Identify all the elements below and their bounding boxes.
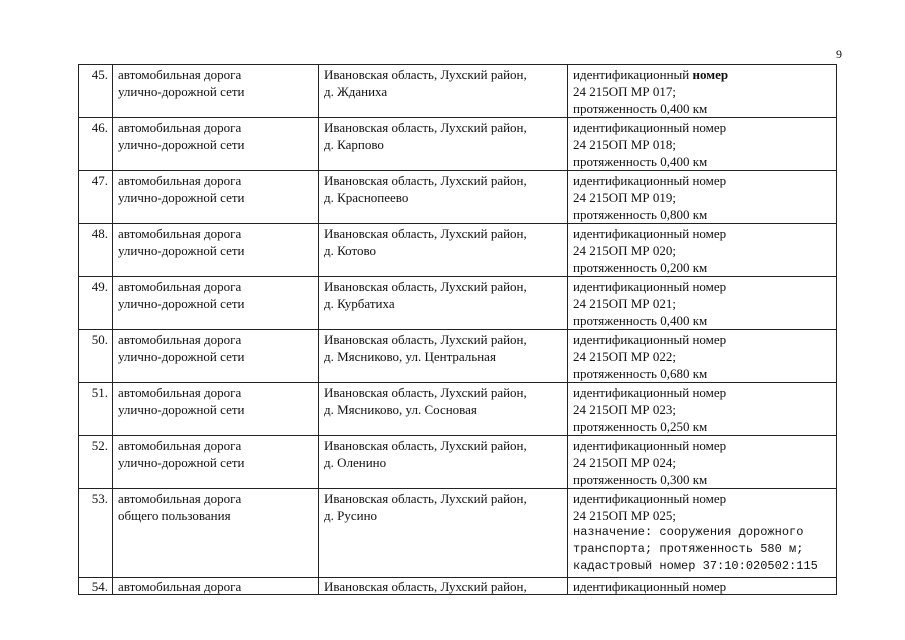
location-cell <box>319 65 568 118</box>
location-line: д. Жданиха <box>324 84 388 99</box>
road-type-line: общего пользования <box>118 508 231 523</box>
road-type-line: автомобильная дорога <box>118 120 242 135</box>
location-line: д. Мясниково, ул. Центральная <box>324 349 496 364</box>
location-line: д. Мясниково, ул. Сосновая <box>324 402 477 417</box>
road-type-line: улично-дорожной сети <box>118 296 245 311</box>
location-cell <box>319 277 568 330</box>
road-type-line: автомобильная дорога <box>118 438 242 453</box>
length: протяженность 0,400 км <box>573 101 708 116</box>
id-number: 24 215ОП МР 017; <box>573 84 676 99</box>
location-cell <box>319 330 568 383</box>
location-line: д. Русино <box>324 508 378 523</box>
road-type-line: улично-дорожной сети <box>118 190 245 205</box>
row-number: 45. <box>79 65 113 118</box>
id-label: идентификационный номер <box>573 120 727 135</box>
row-number: 54. <box>79 578 113 595</box>
details-cell <box>568 277 837 330</box>
location-line: д. Краснопеево <box>324 190 409 205</box>
road-type-cell <box>113 330 319 383</box>
location-line: д. Оленино <box>324 455 387 470</box>
location-line: Ивановская область, Лухский район, <box>324 279 527 294</box>
location-line: Ивановская область, Лухский район, <box>324 226 527 241</box>
table-row <box>79 65 837 118</box>
length: протяженность 0,400 км <box>573 313 708 328</box>
road-type-cell <box>113 224 319 277</box>
table-row <box>79 118 837 171</box>
row-number: 47. <box>79 171 113 224</box>
road-type-cell <box>113 489 319 578</box>
location-cell <box>319 383 568 436</box>
location-line: Ивановская область, Лухский район, <box>324 332 527 347</box>
table-row <box>79 330 837 383</box>
id-number: 24 215ОП МР 020; <box>573 243 676 258</box>
road-type-cell <box>113 171 319 224</box>
length: протяженность 0,200 км <box>573 260 708 275</box>
row-number: 52. <box>79 436 113 489</box>
location-cell <box>319 578 568 595</box>
purpose-continued: транспорта; протяженность 580 м; <box>573 542 804 556</box>
length: протяженность 0,400 км <box>573 154 708 169</box>
location-line: д. Курбатиха <box>324 296 395 311</box>
details-cell <box>568 65 837 118</box>
table-row <box>79 436 837 489</box>
road-type-line: автомобильная дорога <box>118 173 242 188</box>
details-cell <box>568 330 837 383</box>
id-label: идентификационный номер <box>573 279 727 294</box>
road-type-line: автомобильная дорога <box>118 491 242 506</box>
details-cell <box>568 436 837 489</box>
road-type-line: улично-дорожной сети <box>118 137 245 152</box>
id-label: идентификационный номер <box>573 438 727 453</box>
page-number: 9 <box>836 47 842 61</box>
location-cell <box>319 171 568 224</box>
road-type-cell <box>113 436 319 489</box>
road-type-cell <box>113 65 319 118</box>
table-row <box>79 578 837 595</box>
location-line: д. Карпово <box>324 137 384 152</box>
road-type-line: автомобильная дорога <box>118 332 242 347</box>
id-label-bold: номер <box>692 67 729 82</box>
id-label: идентификационный номер <box>573 173 727 188</box>
roads-registry-table <box>78 64 837 595</box>
table-row <box>79 277 837 330</box>
id-label: идентификационный номер <box>573 226 727 241</box>
road-type-cell <box>113 277 319 330</box>
id-label: идентификационный <box>573 67 693 82</box>
id-number: 24 215ОП МР 018; <box>573 137 676 152</box>
row-number: 51. <box>79 383 113 436</box>
row-number: 49. <box>79 277 113 330</box>
id-number: 24 215ОП МР 022; <box>573 349 676 364</box>
details-cell <box>568 383 837 436</box>
details-cell <box>568 224 837 277</box>
id-label: идентификационный номер <box>573 491 727 506</box>
location-line: Ивановская область, Лухский район, <box>324 579 527 594</box>
location-line: д. Котово <box>324 243 377 258</box>
id-number: 24 215ОП МР 025; <box>573 508 676 523</box>
road-type-line: автомобильная дорога <box>118 226 242 241</box>
id-number: 24 215ОП МР 021; <box>573 296 676 311</box>
details-cell <box>568 578 837 595</box>
id-label: идентификационный номер <box>573 579 727 594</box>
row-number: 53. <box>79 489 113 578</box>
row-number: 50. <box>79 330 113 383</box>
length: протяженность 0,800 км <box>573 207 708 222</box>
road-type-cell <box>113 383 319 436</box>
length: протяженность 0,300 км <box>573 472 708 487</box>
location-line: Ивановская область, Лухский район, <box>324 385 527 400</box>
details-cell <box>568 171 837 224</box>
location-cell <box>319 224 568 277</box>
details-cell <box>568 489 837 578</box>
purpose: назначение: сооружения дорожного <box>573 525 804 539</box>
road-type-line: автомобильная дорога <box>118 579 242 594</box>
cadastral-number: кадастровый номер 37:10:020502:115 <box>573 559 818 573</box>
id-number: 24 215ОП МР 019; <box>573 190 676 205</box>
location-cell <box>319 436 568 489</box>
location-cell <box>319 118 568 171</box>
location-line: Ивановская область, Лухский район, <box>324 173 527 188</box>
road-type-cell <box>113 118 319 171</box>
id-label: идентификационный номер <box>573 332 727 347</box>
road-type-line: улично-дорожной сети <box>118 402 245 417</box>
location-cell <box>319 489 568 578</box>
id-label: идентификационный номер <box>573 385 727 400</box>
id-number: 24 215ОП МР 023; <box>573 402 676 417</box>
table-row <box>79 224 837 277</box>
location-line: Ивановская область, Лухский район, <box>324 438 527 453</box>
location-line: Ивановская область, Лухский район, <box>324 491 527 506</box>
road-type-cell <box>113 578 319 595</box>
row-number: 48. <box>79 224 113 277</box>
road-type-line: улично-дорожной сети <box>118 349 245 364</box>
road-type-line: улично-дорожной сети <box>118 243 245 258</box>
length: протяженность 0,680 км <box>573 366 708 381</box>
road-type-line: автомобильная дорога <box>118 385 242 400</box>
id-number: 24 215ОП МР 024; <box>573 455 676 470</box>
id-label-line <box>573 66 832 83</box>
location-line: Ивановская область, Лухский район, <box>324 120 527 135</box>
table-row <box>79 489 837 578</box>
table-row <box>79 171 837 224</box>
table-row <box>79 383 837 436</box>
road-type-line: автомобильная дорога <box>118 279 242 294</box>
road-type-line: улично-дорожной сети <box>118 455 245 470</box>
location-line: Ивановская область, Лухский район, <box>324 67 527 82</box>
row-number: 46. <box>79 118 113 171</box>
length: протяженность 0,250 км <box>573 419 708 434</box>
road-type-line: улично-дорожной сети <box>118 84 245 99</box>
details-cell <box>568 118 837 171</box>
road-type-line: автомобильная дорога <box>118 67 242 82</box>
